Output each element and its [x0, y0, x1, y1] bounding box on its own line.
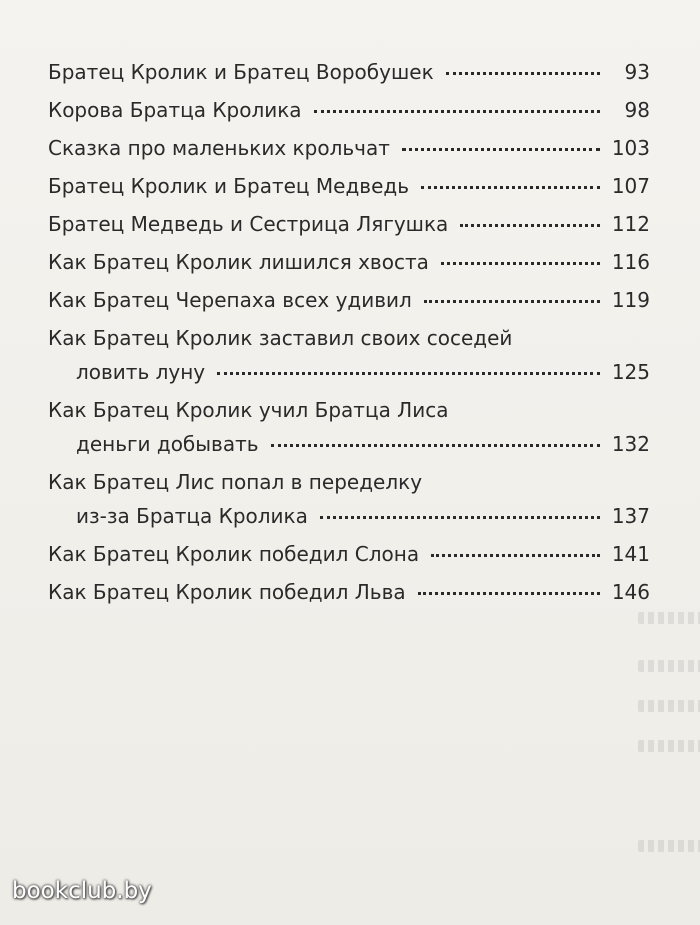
toc-entry-title: Братец Кролик и Братец Медведь	[48, 174, 409, 198]
toc-entry-title-continuation: деньги добывать	[76, 432, 259, 456]
toc-entry	[48, 212, 650, 250]
dot-leader	[402, 148, 600, 151]
toc-entry-page-number: 125	[611, 360, 650, 384]
toc-entry-page-number: 107	[611, 174, 650, 198]
toc-entry	[48, 136, 650, 174]
toc-entry-title: Как Братец Лис попал в переделку	[48, 470, 423, 494]
toc-entry-title: Как Братец Кролик победил Слона	[48, 542, 420, 566]
show-through-text	[638, 700, 700, 712]
toc-entry	[48, 580, 650, 618]
toc-entry-page-number: 119	[611, 288, 650, 312]
toc-entry-title: Как Братец Черепаха всех удивил	[48, 288, 412, 312]
toc-entry	[48, 470, 650, 542]
toc-entry	[48, 174, 650, 212]
toc-entry	[48, 288, 650, 326]
toc-entry-page-number: 103	[611, 136, 650, 160]
toc-entry	[48, 542, 650, 580]
toc-entry-title: Как Братец Кролик победил Льва	[48, 580, 406, 604]
toc-entry-title: Корова Братца Кролика	[48, 98, 302, 122]
show-through-text	[638, 660, 700, 672]
dot-leader	[418, 592, 600, 595]
toc-entry-title: Братец Медведь и Сестрица Лягушка	[48, 212, 449, 236]
dot-leader	[320, 516, 600, 519]
dot-leader	[421, 186, 600, 189]
toc-entry-page-number: 98	[624, 98, 650, 122]
dot-leader	[446, 72, 600, 75]
toc-entry	[48, 98, 650, 136]
toc-entry-title: Как Братец Кролик учил Братца Лиса	[48, 398, 449, 422]
watermark: bookclub.by	[12, 878, 152, 904]
show-through-text	[638, 840, 700, 852]
toc-entry-page-number: 141	[611, 542, 650, 566]
toc-entry-title: Как Братец Кролик лишился хвоста	[48, 250, 429, 274]
toc-entry-page-number: 112	[611, 212, 650, 236]
dot-leader	[271, 444, 600, 447]
toc-entry-title-continuation: из-за Братца Кролика	[76, 504, 308, 528]
toc-entry-page-number: 146	[611, 580, 650, 604]
toc-entry	[48, 250, 650, 288]
toc-entry-title: Как Братец Кролик заставил своих соседей	[48, 326, 513, 350]
toc-entry	[48, 326, 650, 398]
toc-entry-page-number: 137	[611, 504, 650, 528]
toc-entry	[48, 398, 650, 470]
toc-entry-page-number: 93	[624, 60, 650, 84]
dot-leader	[424, 300, 600, 303]
toc-entry-page-number: 116	[611, 250, 650, 274]
dot-leader	[314, 110, 600, 113]
dot-leader	[431, 554, 600, 557]
toc-entry-title: Сказка про маленьких крольчат	[48, 136, 390, 160]
toc-entry-title-continuation: ловить луну	[76, 360, 206, 384]
dot-leader	[217, 372, 600, 375]
dot-leader	[441, 262, 600, 265]
toc-entry	[48, 60, 650, 98]
show-through-text	[638, 740, 700, 752]
toc-entry-page-number: 132	[611, 432, 650, 456]
toc-entry-title: Братец Кролик и Братец Воробушек	[48, 60, 434, 84]
table-of-contents	[48, 60, 650, 618]
dot-leader	[460, 224, 600, 227]
